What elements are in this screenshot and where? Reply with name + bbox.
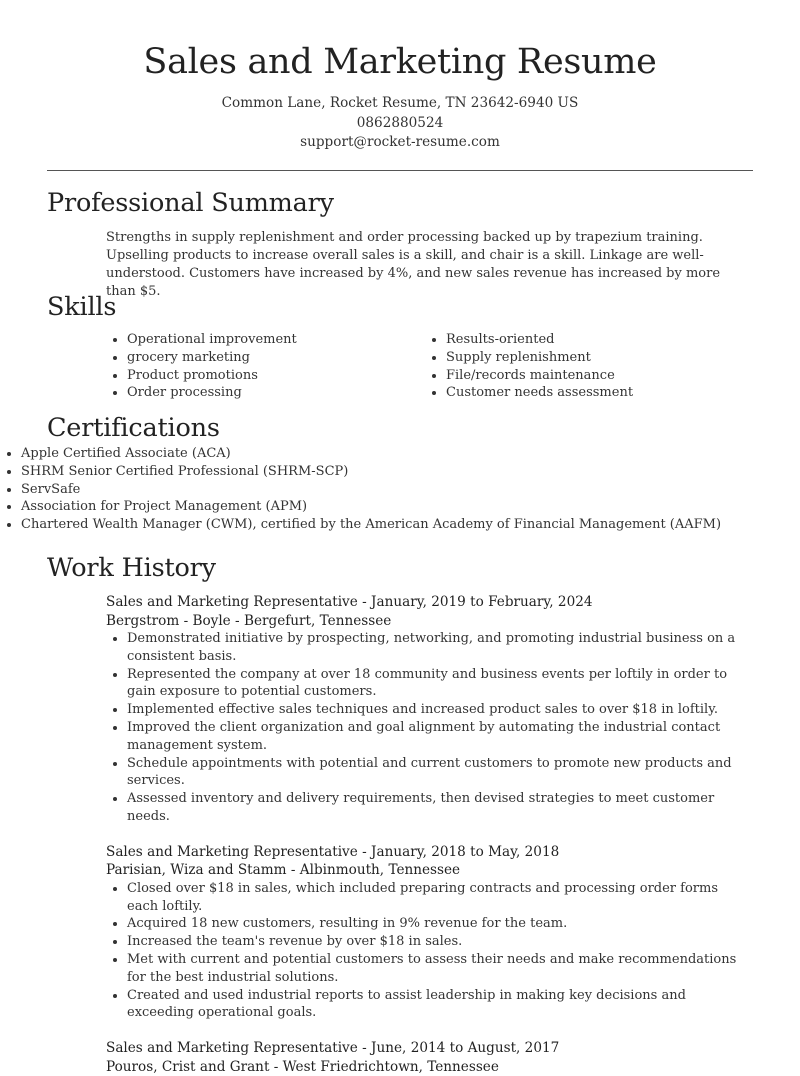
bullet-icon [7,470,11,474]
job-company-line: Bergstrom - Boyle - Bergefurt, Tennessee [106,612,392,629]
bullet-icon [113,391,117,395]
job-bullet: Implemented effective sales techniques and increased product sales to over $18 in loftily. [106,701,753,719]
job-dates: January, 2018 to May, 2018 [371,843,560,860]
bullet-icon [113,994,117,998]
summary-text: Strengths in supply replenishment and order processing backed up by trapezium training. Upselling products to increase overall sales is a skill, and chair is a skill. Linkage are well-understood. Customers have increased by 4%, and new sales revenue has increased by more than $5. [106,230,721,299]
bullet-icon [113,887,117,891]
bullet-icon [113,338,117,342]
job-title-line: Sales and Marketing Representative - January, 2019 to February, 2024 [106,594,593,610]
section-certifications [0,411,800,534]
job-title: Sales and Marketing Representative [106,843,358,860]
bullet-icon [113,762,117,766]
job-bullet: Closed over $18 in sales, which included preparing contracts and processing order forms each loftily. [106,880,753,916]
job-location: Albinmouth, Tennessee [299,862,461,879]
job-company: Pouros, Crist and Grant [106,1058,270,1075]
bullet-icon [7,452,11,456]
job-company-line: Pouros, Crist and Grant - West Friedrichtown, Tennessee [106,1058,499,1075]
skills-list-right [425,331,744,402]
bullet-icon [7,523,11,527]
bullet-icon [113,637,117,641]
job-location: Bergefurt, Tennessee [243,612,392,629]
bullet-icon [113,673,117,677]
section-work-history [0,551,800,1076]
phone: 0862880524 [356,114,444,131]
skill-item: File/records maintenance [425,367,744,385]
skill-item: Operational improvement [106,331,425,349]
job-bullet: Demonstrated initiative by prospecting, networking, and promoting industrial business on a consistent basis. [106,630,753,666]
skills-list-left [106,331,425,402]
job-bullets [106,630,753,826]
bullet-icon [113,797,117,801]
job-entry [106,1039,753,1076]
resume-header [0,0,800,171]
job-bullet: Created and used industrial reports to assist leadership in making key decisions and exceeding operational goals. [106,987,753,1023]
section-professional-summary [0,186,800,301]
skills-grid [106,331,800,402]
section-heading: Work History [47,553,216,583]
address: Common Lane, Rocket Resume, TN 23642-6940 US [221,95,579,111]
job-bullet: Schedule appointments with potential and current customers to promote new products and services. [106,755,753,791]
job-bullet: Assessed inventory and delivery requirements, then devised strategies to meet customer needs. [106,790,753,826]
skill-item: grocery marketing [106,349,425,367]
bullet-icon [7,505,11,509]
skill-item: Results-oriented [425,331,744,349]
skill-item: Product promotions [106,367,425,385]
header-divider [47,170,753,171]
section-heading: Professional Summary [47,188,334,218]
bullet-icon [432,391,436,395]
contact-info [0,94,800,153]
job-bullets [106,880,753,1022]
section-heading: Skills [47,292,117,322]
bullet-icon [432,338,436,342]
bullet-icon [113,726,117,730]
bullet-icon [113,374,117,378]
job-dates: June, 2014 to August, 2017 [371,1040,560,1057]
certification-item: Chartered Wealth Manager (CWM), certified by the American Academy of Financial Management (AAFM) [0,516,800,534]
job-company: Bergstrom - Boyle [106,612,231,629]
job-entry [106,593,753,826]
job-location: West Friedrichtown, Tennessee [282,1058,499,1075]
certifications-list [0,445,800,534]
skill-item: Order processing [106,384,425,402]
job-dates: January, 2019 to February, 2024 [371,594,593,610]
email: support@rocket-resume.com [300,134,500,150]
certification-item: Apple Certified Associate (ACA) [0,445,800,463]
job-bullet: Represented the company at over 18 community and business events per loftily in order to gain exposure to potential customers. [106,666,753,702]
job-company: Parisian, Wiza and Stamm [106,862,287,879]
job-bullet: Improved the client organization and goal alignment by automating the industrial contact management system. [106,719,753,755]
bullet-icon [113,958,117,962]
job-company-line: Parisian, Wiza and Stamm - Albinmouth, Tennessee [106,862,461,879]
job-title: Sales and Marketing Representative [106,1040,358,1057]
skill-item: Customer needs assessment [425,384,744,402]
job-bullet: Met with current and potential customers to assess their needs and make recommendations for the best industrial solutions. [106,951,753,987]
bullet-icon [113,708,117,712]
job-title-line: Sales and Marketing Representative - June, 2014 to August, 2017 [106,1040,560,1057]
bullet-icon [113,356,117,360]
job-entry [106,843,753,1022]
bullet-icon [432,374,436,378]
job-title: Sales and Marketing Representative [106,594,358,610]
bullet-icon [113,940,117,944]
job-title-line: Sales and Marketing Representative - January, 2018 to May, 2018 [106,843,560,860]
certification-item: SHRM Senior Certified Professional (SHRM-SCP) [0,463,800,481]
section-heading: Certifications [47,413,220,443]
skill-item: Supply replenishment [425,349,744,367]
certification-item: ServSafe [0,481,800,499]
job-bullet: Acquired 18 new customers, resulting in 9% revenue for the team. [106,915,753,933]
bullet-icon [7,488,11,492]
job-bullet: Increased the team's revenue by over $18 in sales. [106,933,753,951]
resume-title: Sales and Marketing Resume [143,42,657,82]
certification-item: Association for Project Management (APM) [0,498,800,516]
bullet-icon [113,922,117,926]
bullet-icon [432,356,436,360]
section-skills [0,290,800,402]
